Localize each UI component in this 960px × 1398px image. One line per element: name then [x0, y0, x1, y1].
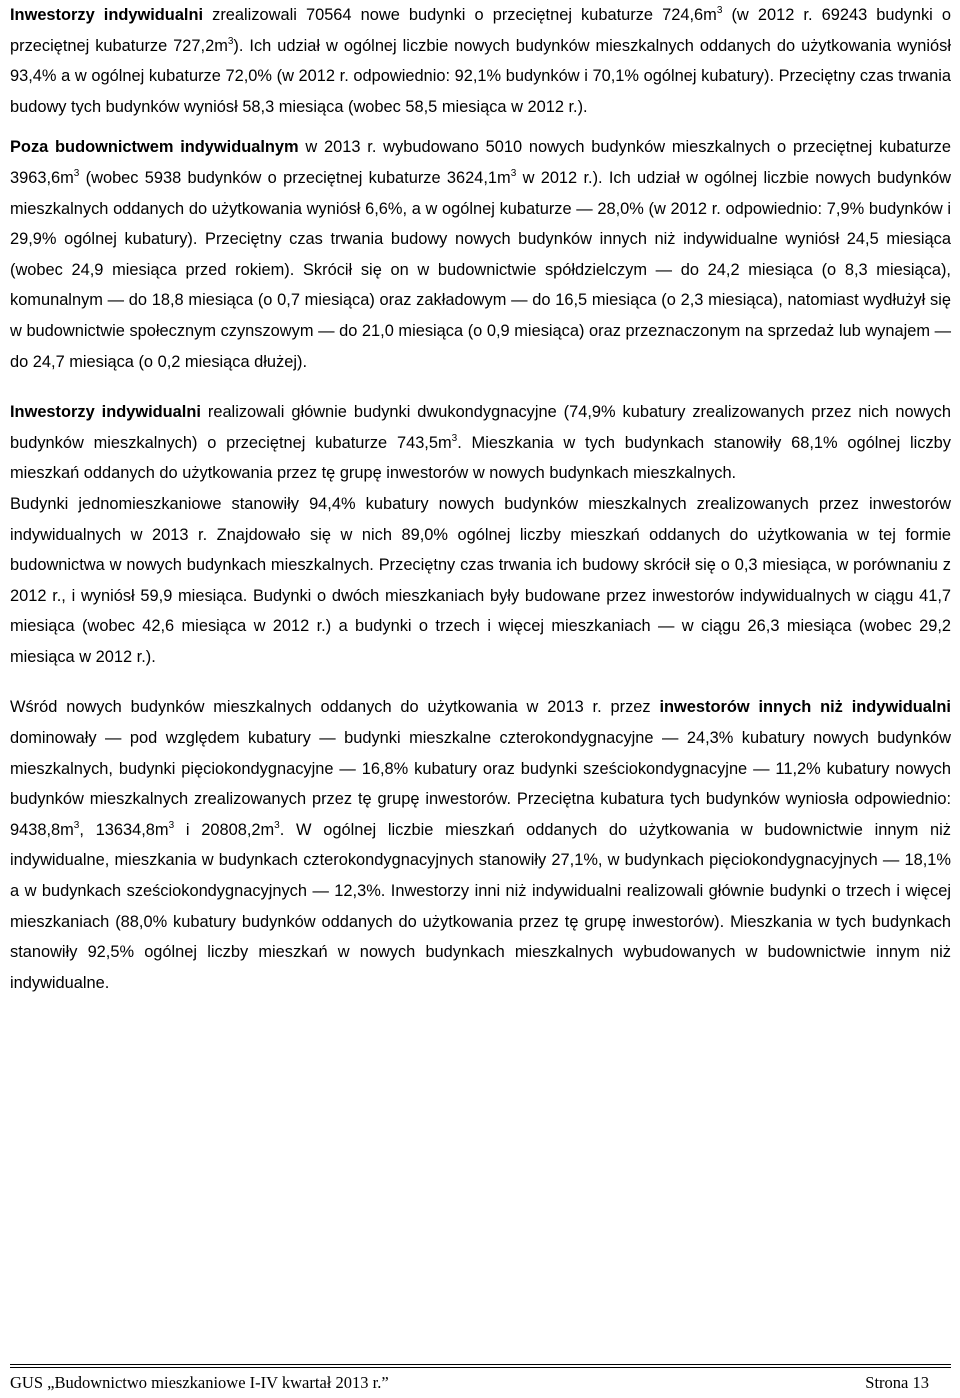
text-run: zrealizowali 70564 nowe budynki o przeciętnej kubaturze 724,6m [203, 6, 717, 24]
text-run: (w 2012 r. 69243 budynki o przeciętnej kubaturze 727,2m [10, 6, 951, 55]
paragraph-other-investors [10, 692, 951, 998]
text-run: w 2012 r.). Ich udział w ogólnej liczbie nowych budynków mieszkalnych oddanych do użytkowania wyniósł 6,6%, a w ogólnej kubaturze — 28,0% (w 2012 r. odpowiednio: 7,9% budynków i 29,9% ogólnej kubatury). Przeciętny czas trwania budowy nowych budynków innych niż indywidualne wyniósł 24,5 miesiąca (wobec 24,9 miesiąca przed rokiem). Skrócił się on w budownictwie spółdzielczym — do 24,2 miesiąca (o 8,3 miesiąca), komunalnym — do 18,8 miesiąca (o 0,7 miesiąca) oraz zakładowym — do 16,5 miesiąca (o 2,3 miesiąca), natomiast wydłużył się w budownictwie społecznym czynszowym — do 21,0 miesiąca (o 0,9 miesiąca) oraz przeznaczonym na sprzedaż lub wynajem — do 24,7 miesiąca (o 0,2 miesiąca dłużej). [10, 168, 951, 371]
paragraph-individual-investors [10, 0, 951, 122]
text-run: . Mieszkania w tych budynkach stanowiły 68,1% ogólnej liczby mieszkań oddanych do użytkowania przez tę grupę inwestorów w nowych budynkach mieszkalnych. [10, 433, 951, 483]
bold-term: Poza budownictwem indywidualnym [10, 138, 299, 157]
text-run: , 13634,8m [79, 820, 169, 839]
bold-term: Inwestorzy indywidualni [10, 403, 201, 422]
bold-term: Inwestorzy indywidualni [10, 6, 204, 24]
superscript: 3 [510, 167, 517, 179]
document-body [10, 0, 951, 998]
text-run: i 20808,2m [174, 820, 275, 839]
text-run: Budynki jednomieszkaniowe stanowiły 94,4% kubatury nowych budynków mieszkalnych zrealizowanych przez inwestorów indywidualnych w 2013 r. Znajdowało się w nich 89,0% ogólnej liczby mieszkań oddanych do użytkowania w tej formie budownictwa w nowych budynkach mieszkalnych. Przeciętny czas trwania ich budowy skrócił się o 0,3 miesiąca, w porównaniu z 2012 r., i wyniósł 59,9 miesiąca. Budynki o dwóch mieszkaniach były budowane przez inwestorów indywidualnych w ciągu 41,7 miesiąca (wobec 42,6 miesiąca w 2012 r.) a budynki o trzech i więcej mieszkaniach — w ciągu 26,3 miesiąca (wobec 29,2 miesiąca w 2012 r.). [10, 494, 951, 666]
superscript: 3 [73, 819, 80, 831]
text-run: ). Ich udział w ogólnej liczbie nowych budynków mieszkalnych oddanych do użytkowania wyniósł 93,4% a w ogólnej kubaturze 72,0% (w 2012 r. odpowiednio: 92,1% budynków i 70,1% ogólnej kubatury). Przeciętny czas trwania budowy tych budynków wyniósł 58,3 miesiąca (wobec 58,5 miesiąca w 2012 r.). [10, 36, 951, 116]
superscript: 3 [274, 819, 280, 831]
text-run: w 2013 r. wybudowano 5010 nowych budynków mieszkalnych o przeciętnej kubaturze 3963,6m [10, 138, 951, 187]
footer-divider [10, 1367, 951, 1368]
superscript: 3 [451, 432, 458, 444]
text-run: dominowały — pod względem kubatury — budynki mieszkalne czterokondygnacyjne — 24,3% kubatury nowych budynków mieszkalnych, budynki pięciokondygnacyjne — 16,8% kubatury oraz budynki sześciokondygnacyjne — 11,2% kubatury nowych budynków mieszkalnych zrealizowanych przez tę grupę inwestorów. Przeciętna kubatura tych budynków wyniosła odpowiednio: 9438,8m [10, 729, 951, 839]
paragraph-two-storey [10, 397, 951, 489]
text-run: (wobec 5938 budynków o przeciętnej kubaturze 3624,1m [79, 168, 511, 187]
bold-term: inwestorów innych niż indywidualni [659, 698, 951, 717]
text-run: realizowali głównie budynki dwukondygnacyjne (74,9% kubatury zrealizowanych przez nich nowych budynków mieszkalnych) o przeciętnej kubaturze 743,5m [10, 403, 951, 452]
page-number: Strona 13 [865, 1373, 929, 1392]
text-run: . W ogólnej liczbie mieszkań oddanych do użytkowania w budownictwie innym niż indywidualne, mieszkania w budynkach czterokondygnacyjnych stanowiły 27,1%, w budynkach pięciokondygnacyjnych — 18,1% a w budynkach sześciokondygnacyjnych — 12,3%. Inwestorzy inni niż indywidualni realizowali głównie budynki o trzech i więcej mieszkaniach (88,0% kubatury budynków oddanych do użytkowania przez tę grupę inwestorów). Mieszkania w tych budynkach stanowiły 92,5% ogólnej liczby mieszkań w nowych budynkach mieszkalnych wybudowanych w budownictwie innym niż indywidualne. [10, 820, 951, 992]
paragraph-single-dwelling [10, 489, 951, 673]
footer-source: GUS „Budownictwo mieszkaniowe I-IV kwartał 2013 r.” [10, 1373, 389, 1392]
superscript: 3 [716, 5, 723, 16]
text-run: Wśród nowych budynków mieszkalnych oddanych do użytkowania w 2013 r. przez [10, 698, 660, 717]
superscript: 3 [168, 819, 175, 831]
footer-divider [10, 1364, 951, 1365]
superscript: 3 [73, 167, 80, 179]
superscript: 3 [227, 35, 234, 47]
paragraph-non-individual [10, 132, 951, 377]
